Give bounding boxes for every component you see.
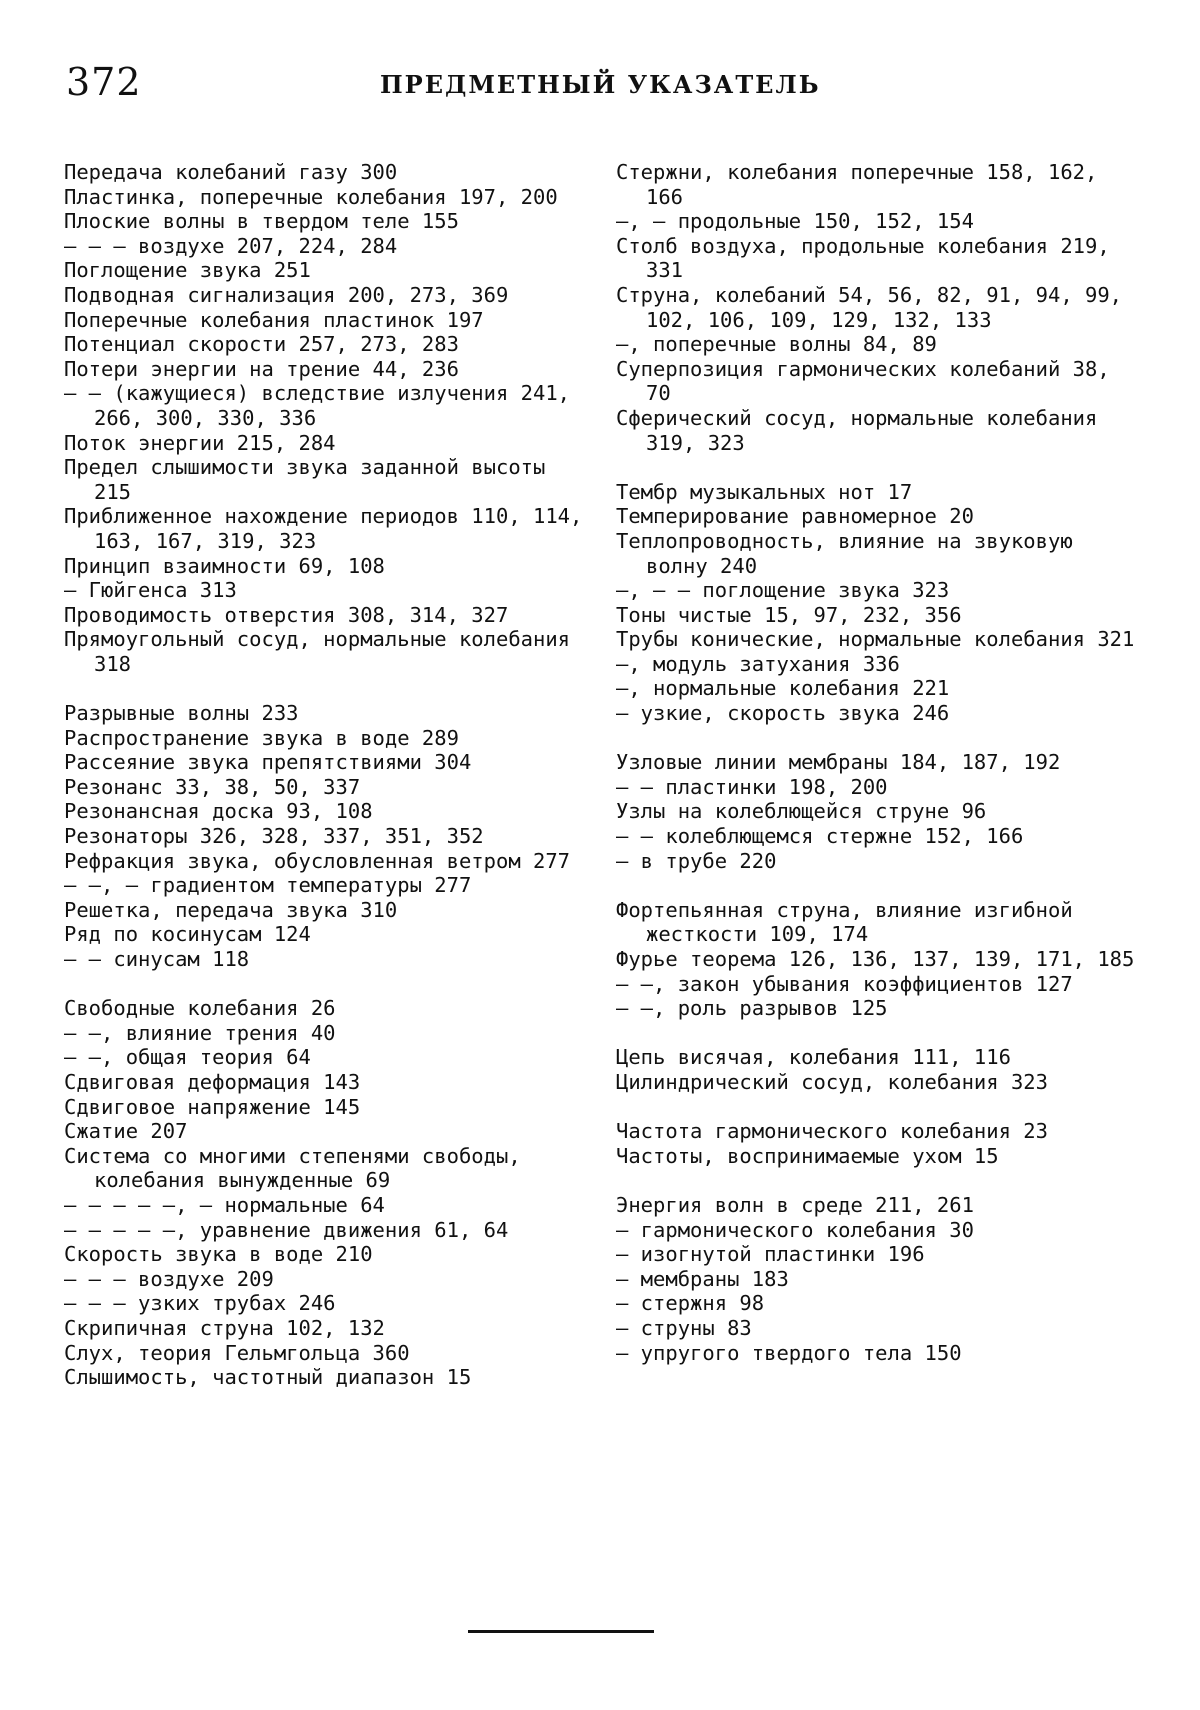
end-rule bbox=[468, 1630, 654, 1633]
index-entry: Потенциал скорости 257, 273, 283 bbox=[64, 332, 459, 357]
index-entry: Сдвиговое напряжение 145 bbox=[64, 1094, 361, 1119]
index-entry: Проводимость отверстия 308, 314, 327 bbox=[64, 602, 509, 627]
index-entry: Решетка, передача звука 310 bbox=[64, 897, 398, 922]
index-entry: Предел слышимости звука заданной высоты 215 bbox=[64, 455, 546, 504]
index-entry: Узлы на колеблющейся струне 96 bbox=[616, 799, 987, 824]
index-entry: Резонанс 33, 38, 50, 337 bbox=[64, 774, 361, 799]
index-entry: Приближенное нахождение периодов 110, 114, 163, 167, 319, 323 bbox=[64, 504, 583, 553]
index-entry: Частота гармонического колебания 23 bbox=[616, 1119, 1048, 1144]
index-entry: — — — воздухе 209 bbox=[64, 1266, 274, 1291]
index-entry: — — — узких трубах 246 bbox=[64, 1291, 336, 1316]
index-entry: Сжатие 207 bbox=[64, 1119, 188, 1144]
index-entry: Поглощение звука 251 bbox=[64, 258, 311, 283]
index-entry: — — синусам 118 bbox=[64, 947, 250, 971]
index-entry: — струны 83 bbox=[616, 1315, 752, 1340]
index-entry: Поперечные колебания пластинок 197 bbox=[64, 307, 484, 332]
index-entry: Струна, колебаний 54, 56, 82, 91, 94, 99, 102, 106, 109, 129, 132, 133 bbox=[616, 282, 1123, 332]
index-entry: — Гюйгенса 313 bbox=[64, 578, 237, 603]
index-entry: Тембр музыкальных нот 17 bbox=[616, 479, 913, 504]
index-entry: —, поперечные волны 84, 89 bbox=[616, 332, 937, 357]
index-entry: Резонаторы 326, 328, 337, 351, 352 bbox=[64, 824, 484, 849]
index-entry: — в трубе 220 bbox=[616, 848, 777, 873]
index-entry: — — — — —, уравнение движения 61, 64 bbox=[64, 1217, 509, 1242]
index-entry: — —, влияние трения 40 bbox=[64, 1020, 336, 1045]
section-gap bbox=[616, 1021, 1136, 1046]
index-entry: Плоские волны в твердом теле 155 bbox=[64, 209, 459, 234]
index-entry: Прямоугольный сосуд, нормальные колебания 318 bbox=[64, 627, 571, 676]
index-entry: Разрывные волны 233 bbox=[64, 701, 299, 726]
index-entry: Поток энергии 215, 284 bbox=[64, 430, 336, 455]
index-entry: Сферический сосуд, нормальные колебания 319, 323 bbox=[616, 405, 1098, 455]
index-entry: Пластинка, поперечные колебания 197, 200 bbox=[64, 184, 558, 209]
index-entry: Система со многими степенями свободы, колебания вынужденные 69 bbox=[64, 1143, 521, 1193]
index-entry: Свободные колебания 26 bbox=[64, 996, 336, 1021]
index-entry: — узкие, скорость звука 246 bbox=[616, 701, 950, 726]
index-column-left bbox=[64, 160, 584, 1390]
index-entry: Суперпозиция гармонических колебаний 38, 70 bbox=[616, 356, 1110, 406]
index-entry: Сдвиговая деформация 143 bbox=[64, 1069, 361, 1094]
index-entry: — —, закон убывания коэффициентов 127 bbox=[616, 971, 1073, 996]
index-entry: Потери энергии на трение 44, 236 bbox=[64, 356, 459, 381]
index-entry: Узловые линии мембраны 184, 187, 192 bbox=[616, 750, 1061, 775]
section-gap bbox=[616, 873, 1136, 898]
section-gap bbox=[616, 455, 1136, 480]
index-entry: Ряд по косинусам 124 bbox=[64, 922, 311, 947]
section-gap bbox=[64, 972, 584, 997]
index-entry: —, — продольные 150, 152, 154 bbox=[616, 209, 974, 234]
index-entry: Энергия волн в среде 211, 261 bbox=[616, 1192, 974, 1217]
index-entry: — — — — —, — нормальные 64 bbox=[64, 1192, 385, 1217]
section-gap bbox=[616, 726, 1136, 751]
index-entry: Распространение звука в воде 289 bbox=[64, 725, 459, 750]
index-entry: — мембраны 183 bbox=[616, 1266, 789, 1291]
index-entry: — гармонического колебания 30 bbox=[616, 1217, 974, 1242]
index-entry: —, нормальные колебания 221 bbox=[616, 676, 950, 701]
index-entry: Рефракция звука, обусловленная ветром 277 bbox=[64, 848, 571, 873]
index-entry: Трубы конические, нормальные колебания 321 bbox=[616, 627, 1135, 652]
index-entry: Передача колебаний газу 300 bbox=[64, 160, 398, 184]
index-entry: Цепь висячая, колебания 111, 116 bbox=[616, 1045, 1011, 1070]
index-entry: — — колеблющемся стержне 152, 166 bbox=[616, 824, 1024, 849]
index-entry: Частоты, воспринимаемые ухом 15 bbox=[616, 1143, 999, 1168]
index-entry: Фортепьянная струна, влияние изгибной жесткости 109, 174 bbox=[616, 897, 1073, 947]
running-title: ПРЕДМЕТНЫЙ УКАЗАТЕЛЬ bbox=[380, 70, 821, 99]
index-entry: — — пластинки 198, 200 bbox=[616, 774, 888, 799]
section-gap bbox=[616, 1168, 1136, 1193]
index-column-right bbox=[616, 160, 1136, 1365]
index-entry: — стержня 98 bbox=[616, 1291, 765, 1316]
page-number: 372 bbox=[66, 60, 142, 104]
index-entry: — —, — градиентом температуры 277 bbox=[64, 873, 472, 898]
index-entry: Принцип взаимности 69, 108 bbox=[64, 553, 385, 578]
index-entry: Скрипичная струна 102, 132 bbox=[64, 1315, 385, 1340]
index-entry: Рассеяние звука препятствиями 304 bbox=[64, 750, 472, 775]
index-entry: Скорость звука в воде 210 bbox=[64, 1242, 373, 1267]
index-entry: — —, роль разрывов 125 bbox=[616, 996, 888, 1021]
index-entry: Слух, теория Гельмгольца 360 bbox=[64, 1340, 410, 1365]
index-entry: — —, общая теория 64 bbox=[64, 1045, 311, 1070]
section-gap bbox=[616, 1095, 1136, 1120]
index-entry: Стержни, колебания поперечные 158, 162, 166 bbox=[616, 160, 1098, 209]
index-entry: —, модуль затухания 336 bbox=[616, 651, 900, 676]
index-entry: Резонансная доска 93, 108 bbox=[64, 799, 373, 824]
index-entry: — — — воздухе 207, 224, 284 bbox=[64, 233, 398, 258]
index-entry: Столб воздуха, продольные колебания 219, 331 bbox=[616, 233, 1110, 283]
section-gap bbox=[64, 676, 584, 701]
index-entry: Подводная сигнализация 200, 273, 369 bbox=[64, 282, 509, 307]
index-entry: Тоны чистые 15, 97, 232, 356 bbox=[616, 602, 962, 627]
index-entry: Теплопроводность, влияние на звуковую волну 240 bbox=[616, 528, 1073, 578]
index-entry: — упругого твердого тела 150 bbox=[616, 1340, 962, 1365]
index-entry: Фурье теорема 126, 136, 137, 139, 171, 185 bbox=[616, 947, 1135, 971]
index-entry: — — (кажущиеся) вследствие излучения 241, 266, 300, 330, 336 bbox=[64, 381, 571, 430]
index-entry: —, — — поглощение звука 323 bbox=[616, 578, 950, 603]
index-entry: Слышимость, частотный диапазон 15 bbox=[64, 1365, 472, 1390]
index-entry: — изогнутой пластинки 196 bbox=[616, 1242, 925, 1267]
index-entry: Цилиндрический сосуд, колебания 323 bbox=[616, 1069, 1048, 1094]
index-entry: Темперирование равномерное 20 bbox=[616, 504, 974, 529]
